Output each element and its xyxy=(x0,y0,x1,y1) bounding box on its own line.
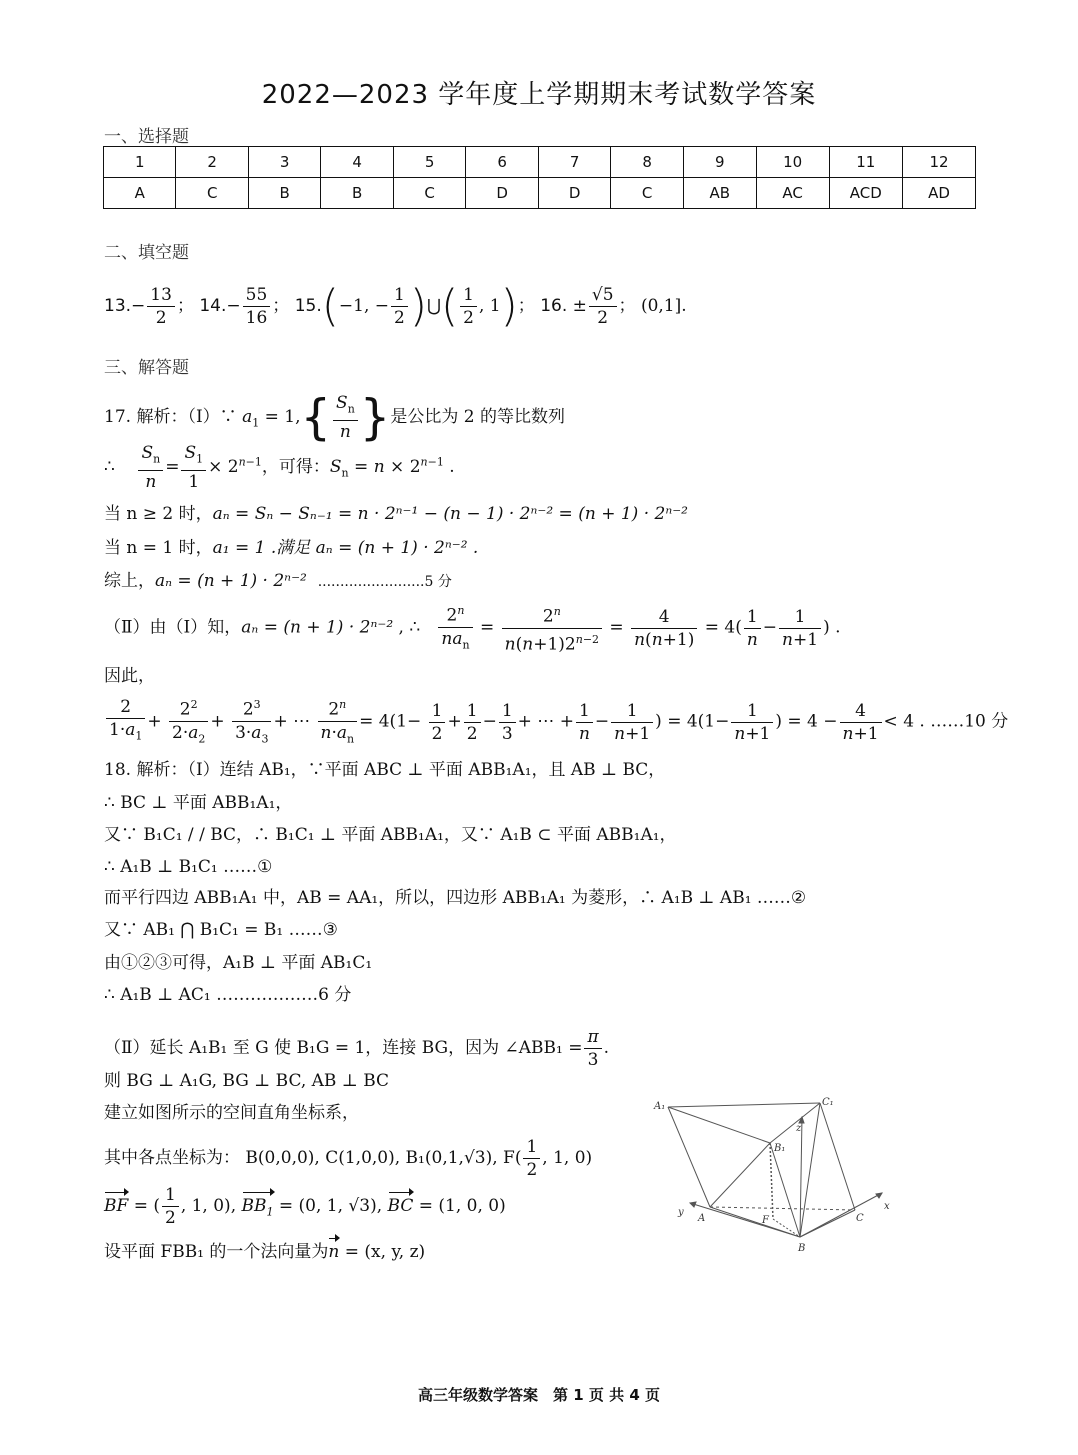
q17-line-3: 当 n ≥ 2 时，aₙ = Sₙ − Sₙ₋₁ = n · 2ⁿ⁻¹ − (n − 1) · 2ⁿ⁻² = (n + 1) · 2ⁿ⁻² xyxy=(104,504,688,524)
section-multiple-choice-heading: 一、选择题 xyxy=(104,127,189,147)
answer-cell: C xyxy=(611,178,683,209)
edge-C1-C xyxy=(820,1103,855,1210)
figure-label: C xyxy=(856,1213,864,1224)
edge-C1-B1 xyxy=(770,1103,820,1143)
q16-fraction: $\frac{√5}{2}$ xyxy=(589,284,617,329)
answer-cell: AB xyxy=(683,178,756,209)
question-number-cell: 8 xyxy=(611,147,683,178)
q18-line-5: 而平行四边 ABB₁A₁ 中，AB = AA₁，所以，四边形 ABB₁A₁ 为菱形，∴ A₁B ⊥ AB₁ ……② xyxy=(104,888,807,908)
q16-label: 16. xyxy=(540,296,568,316)
answer-cell: AD xyxy=(902,178,975,209)
answer-cell: B xyxy=(248,178,320,209)
answer-table xyxy=(103,146,976,209)
answer-cell: D xyxy=(538,178,611,209)
question-number-cell: 3 xyxy=(248,147,320,178)
edge-A1-A xyxy=(668,1107,710,1207)
figure-label: z xyxy=(796,1123,802,1134)
page-title: 2022—2023 学年度上学期期末考试数学答案 xyxy=(261,80,817,110)
question-number-cell: 11 xyxy=(829,147,902,178)
question-number-cell: 12 xyxy=(902,147,975,178)
q18-line-7: 由①②③可得，A₁B ⊥ 平面 AB₁C₁ xyxy=(104,953,373,973)
edge-B1-F-dashed xyxy=(770,1143,773,1219)
q14-label: 14. xyxy=(199,296,227,316)
figure-label: y xyxy=(678,1207,684,1218)
figure-label: A₁ xyxy=(654,1101,666,1112)
q18-line-12: 其中各点坐标为： B(0,0,0), C(1,0,0), B₁(0,1,√3), F( $\frac{1}{2}$ , 1, 0) xyxy=(104,1137,593,1180)
q13-label: 13. xyxy=(104,296,132,316)
q17-line-7: 因此， xyxy=(104,666,155,686)
x-arrow xyxy=(876,1193,882,1198)
question-number-cell: 6 xyxy=(466,147,539,178)
edge-A1-C1 xyxy=(668,1103,820,1107)
section-fill-in-heading: 二、填空题 xyxy=(104,243,189,263)
answer-cell: C xyxy=(176,178,248,209)
q18-line-3: 又∵ B₁C₁ / / BC，∴ B₁C₁ ⊥ 平面 ABB₁A₁，又∵ A₁B ⊂ 平面 ABB₁A₁， xyxy=(104,825,677,845)
figure-label: B xyxy=(798,1243,806,1254)
answer-table-number-row xyxy=(104,147,976,178)
q18-line-14: 设平面 FBB₁ 的一个法向量为n = (x, y, z) xyxy=(104,1242,426,1262)
q18-line-9: （Ⅱ）延长 A₁B₁ 至 G 使 B₁G = 1，连接 BG，因为 ∠ABB₁ = $\frac{\pi}{3}$ . xyxy=(104,1027,610,1070)
question-number-cell: 7 xyxy=(538,147,611,178)
answer-cell: C xyxy=(393,178,465,209)
question-number-cell: 10 xyxy=(756,147,829,178)
q18-line-1: 18. 解析：（Ⅰ）连结 AB₁，∵平面 ABC ⊥ 平面 ABB₁A₁，且 AB ⊥ BC， xyxy=(104,760,666,780)
answer-cell: ACD xyxy=(829,178,902,209)
question-number-cell: 5 xyxy=(393,147,465,178)
q18-line-13: BF = ( $\frac{1}{2}$ , 1, 0), $BB_1 = (0$, 1, √3), BC = (1, 0, 0) xyxy=(104,1185,506,1228)
page-footer: 高三年级数学答案 第 1 页 共 4 页 xyxy=(418,1386,660,1404)
q18-line-10: 则 BG ⊥ A₁G, BG ⊥ BC, AB ⊥ BC xyxy=(104,1071,390,1091)
figure-label: x xyxy=(884,1201,890,1212)
q18-line-8: ∴ A₁B ⊥ AC₁ ………………6 分 xyxy=(104,985,352,1005)
q17-line-1: 17. 解析：（Ⅰ）∵ $a_1 = 1$,{ $\frac{S_n}{n}$ }是公比为 2 的等比数列 xyxy=(104,389,565,446)
edge-A-C-dashed xyxy=(710,1207,855,1210)
figure-label: A xyxy=(698,1213,706,1224)
answer-cell: AC xyxy=(756,178,829,209)
prism-coordinate-figure xyxy=(650,1095,900,1255)
x-axis xyxy=(800,1193,882,1237)
q16-second-answer: (0,1]. xyxy=(640,296,687,316)
answer-cell: B xyxy=(321,178,393,209)
edge-A1-B1 xyxy=(668,1107,770,1143)
question-number-cell: 4 xyxy=(321,147,393,178)
figure-label: C₁ xyxy=(822,1097,834,1108)
q18-line-4: ∴ A₁B ⊥ B₁C₁ ……① xyxy=(104,857,273,877)
q18-line-6: 又∵ AB₁ ⋂ B₁C₁ = B₁ ……③ xyxy=(104,920,338,940)
q18-line-11: 建立如图所示的空间直角坐标系， xyxy=(104,1103,359,1123)
y-arrow xyxy=(690,1202,696,1207)
q13-fraction: $\frac{13}{2}$ xyxy=(147,284,175,329)
question-number-cell: 9 xyxy=(683,147,756,178)
section-solutions-heading: 三、解答题 xyxy=(104,358,189,378)
q14-fraction: $\frac{55}{16}$ xyxy=(243,284,271,329)
question-number-cell: 2 xyxy=(176,147,248,178)
figure-label: B₁ xyxy=(774,1143,786,1154)
q18-line-2: ∴ BC ⊥ 平面 ABB₁A₁， xyxy=(104,793,293,813)
q17-line-2: ∴ $\frac{S_n}{n}$ = $\frac{S_1}{1}$ × $2^{n-1}$，可得：$S_n = n \times 2^{n-1}$ . xyxy=(104,443,455,493)
question-number-cell: 1 xyxy=(104,147,176,178)
q17-line-6: （Ⅱ）由（Ⅰ）知，aₙ = (n + 1) · 2ⁿ⁻² , ∴ $\frac{2^n}{na_n}$ = $\frac{2^n}{n(n+1)2^{n-2}}$ = $\frac{4}{n(n+1)}$ = 4( $\frac{1}{n}$ − $\frac{1}{n+1}$ ) . xyxy=(104,600,841,656)
fill-in-answers: 13.− $\frac{13}{2}$ ； 14.− $\frac{55}{16}$ ； 15.(−1, − $\frac{1}{2}$ )⋃( $\frac{1}{2}$ , 1)； 16. ± $\frac{√5}{2}$ ； (0,1]. xyxy=(104,280,687,332)
answer-cell: A xyxy=(104,178,176,209)
q15-label: 15. xyxy=(294,296,322,316)
edge-A-B1 xyxy=(710,1143,770,1207)
answer-table-answer-row xyxy=(104,178,976,209)
q17-line-4: 当 n = 1 时，a₁ = 1 .满足 aₙ = (n + 1) · 2ⁿ⁻² . xyxy=(104,538,479,558)
answer-cell: D xyxy=(466,178,539,209)
edge-B1-B xyxy=(770,1143,800,1237)
q17-line-5: 综上，aₙ = (n + 1) · 2ⁿ⁻² ........................5 分 xyxy=(104,571,452,591)
figure-label: F xyxy=(762,1215,769,1226)
z-axis xyxy=(800,1117,802,1237)
q17-line-8: $\frac{2}{1\cdot a_1}$ + $\frac{2^2}{2\cdot a_2}$ + $\frac{2^3}{3\cdot a_3}$ + ⋯ $\frac{2^n}{n\cdot a_n}$ = 4(1− $\frac{1}{2}$ + $\frac{1}{2}$ − $\frac{1}{3}$ + ⋯ + $\frac{1}{n}$ − $\frac{1}{n+1}$ ) = 4(1− $\frac{1}{n+1}$ ) = 4 − $\frac{4}{n+1}$ < 4 . ……10 分 xyxy=(104,694,1008,750)
edge-F-B-dashed xyxy=(773,1219,800,1237)
